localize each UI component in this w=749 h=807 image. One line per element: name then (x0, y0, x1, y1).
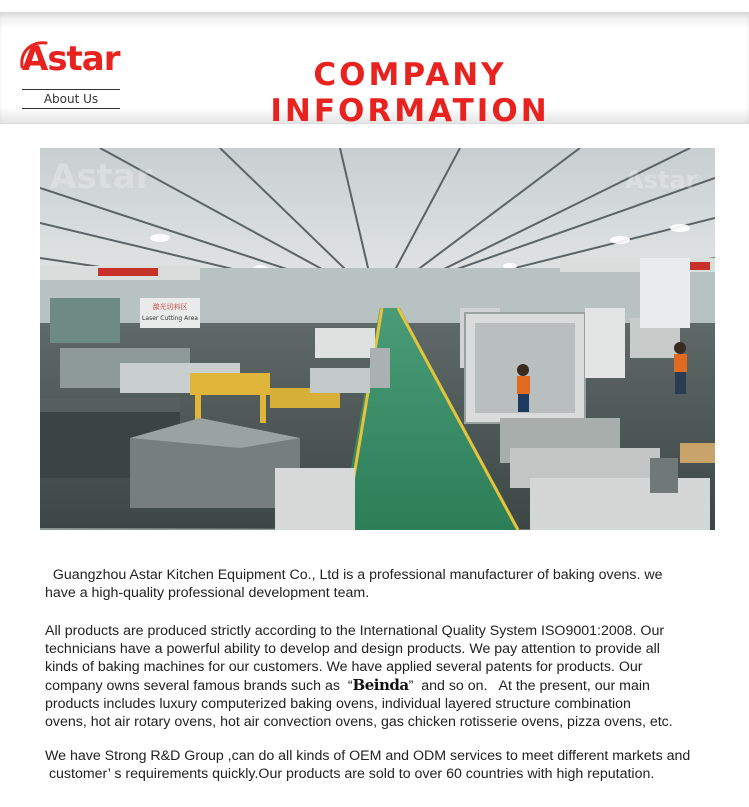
p2-line-2: technicians have a powerful ability to develop and design products. We pay attention to provide all (45, 641, 660, 657)
sign-text-cn: 激光切料区 (152, 303, 188, 311)
factory-photo (40, 148, 715, 530)
watermark-right: Astar (625, 166, 698, 194)
beinda-brand-logo: Beinda (352, 676, 409, 694)
intro-paragraph (45, 566, 720, 602)
watermark-left: Astar (50, 157, 153, 197)
factory-illustration (40, 148, 715, 530)
p2-line-4 (45, 676, 720, 695)
logo-wordmark: Astar (22, 39, 120, 79)
quality-paragraph (45, 622, 720, 731)
header-banner (0, 12, 749, 129)
astar-logo[interactable] (22, 39, 122, 109)
p3-line-2: customer’ s requirements quickly.Our products are sold to over 60 countries with high reputation. (45, 766, 655, 782)
p2-line-4a: company owns several famous brands such as “ (45, 678, 353, 694)
p1-line-2: have a high-quality professional development team. (45, 585, 370, 601)
p1-line-1: Guangzhou Astar Kitchen Equipment Co., Ltd is a professional manufacturer of baking ovens. we (45, 567, 663, 583)
about-us-label[interactable]: About Us (22, 89, 120, 109)
p2-line-4b: ” and so on. At the present, our main (408, 678, 650, 694)
p2-line-1: All products are produced strictly according to the International Quality System ISO9001:2008. Our (45, 623, 665, 639)
p2-line-5: products includes luxury computerized baking ovens, individual layered structure combination (45, 696, 631, 712)
p2-line-6: ovens, hot air rotary ovens, hot air convection ovens, gas chicken rotisserie ovens, pizza ovens, etc. (45, 714, 673, 730)
sign-text-en: Laser Cutting Area (142, 315, 198, 322)
p3-line-1: We have Strong R&D Group ,can do all kinds of OEM and ODM services to meet different markets and (45, 748, 691, 764)
page-title: COMPANY INFORMATION (270, 57, 550, 129)
rnd-paragraph (45, 747, 720, 783)
p2-line-3: kinds of baking machines for our customers. We have applied several patents for products. Our (45, 659, 643, 675)
